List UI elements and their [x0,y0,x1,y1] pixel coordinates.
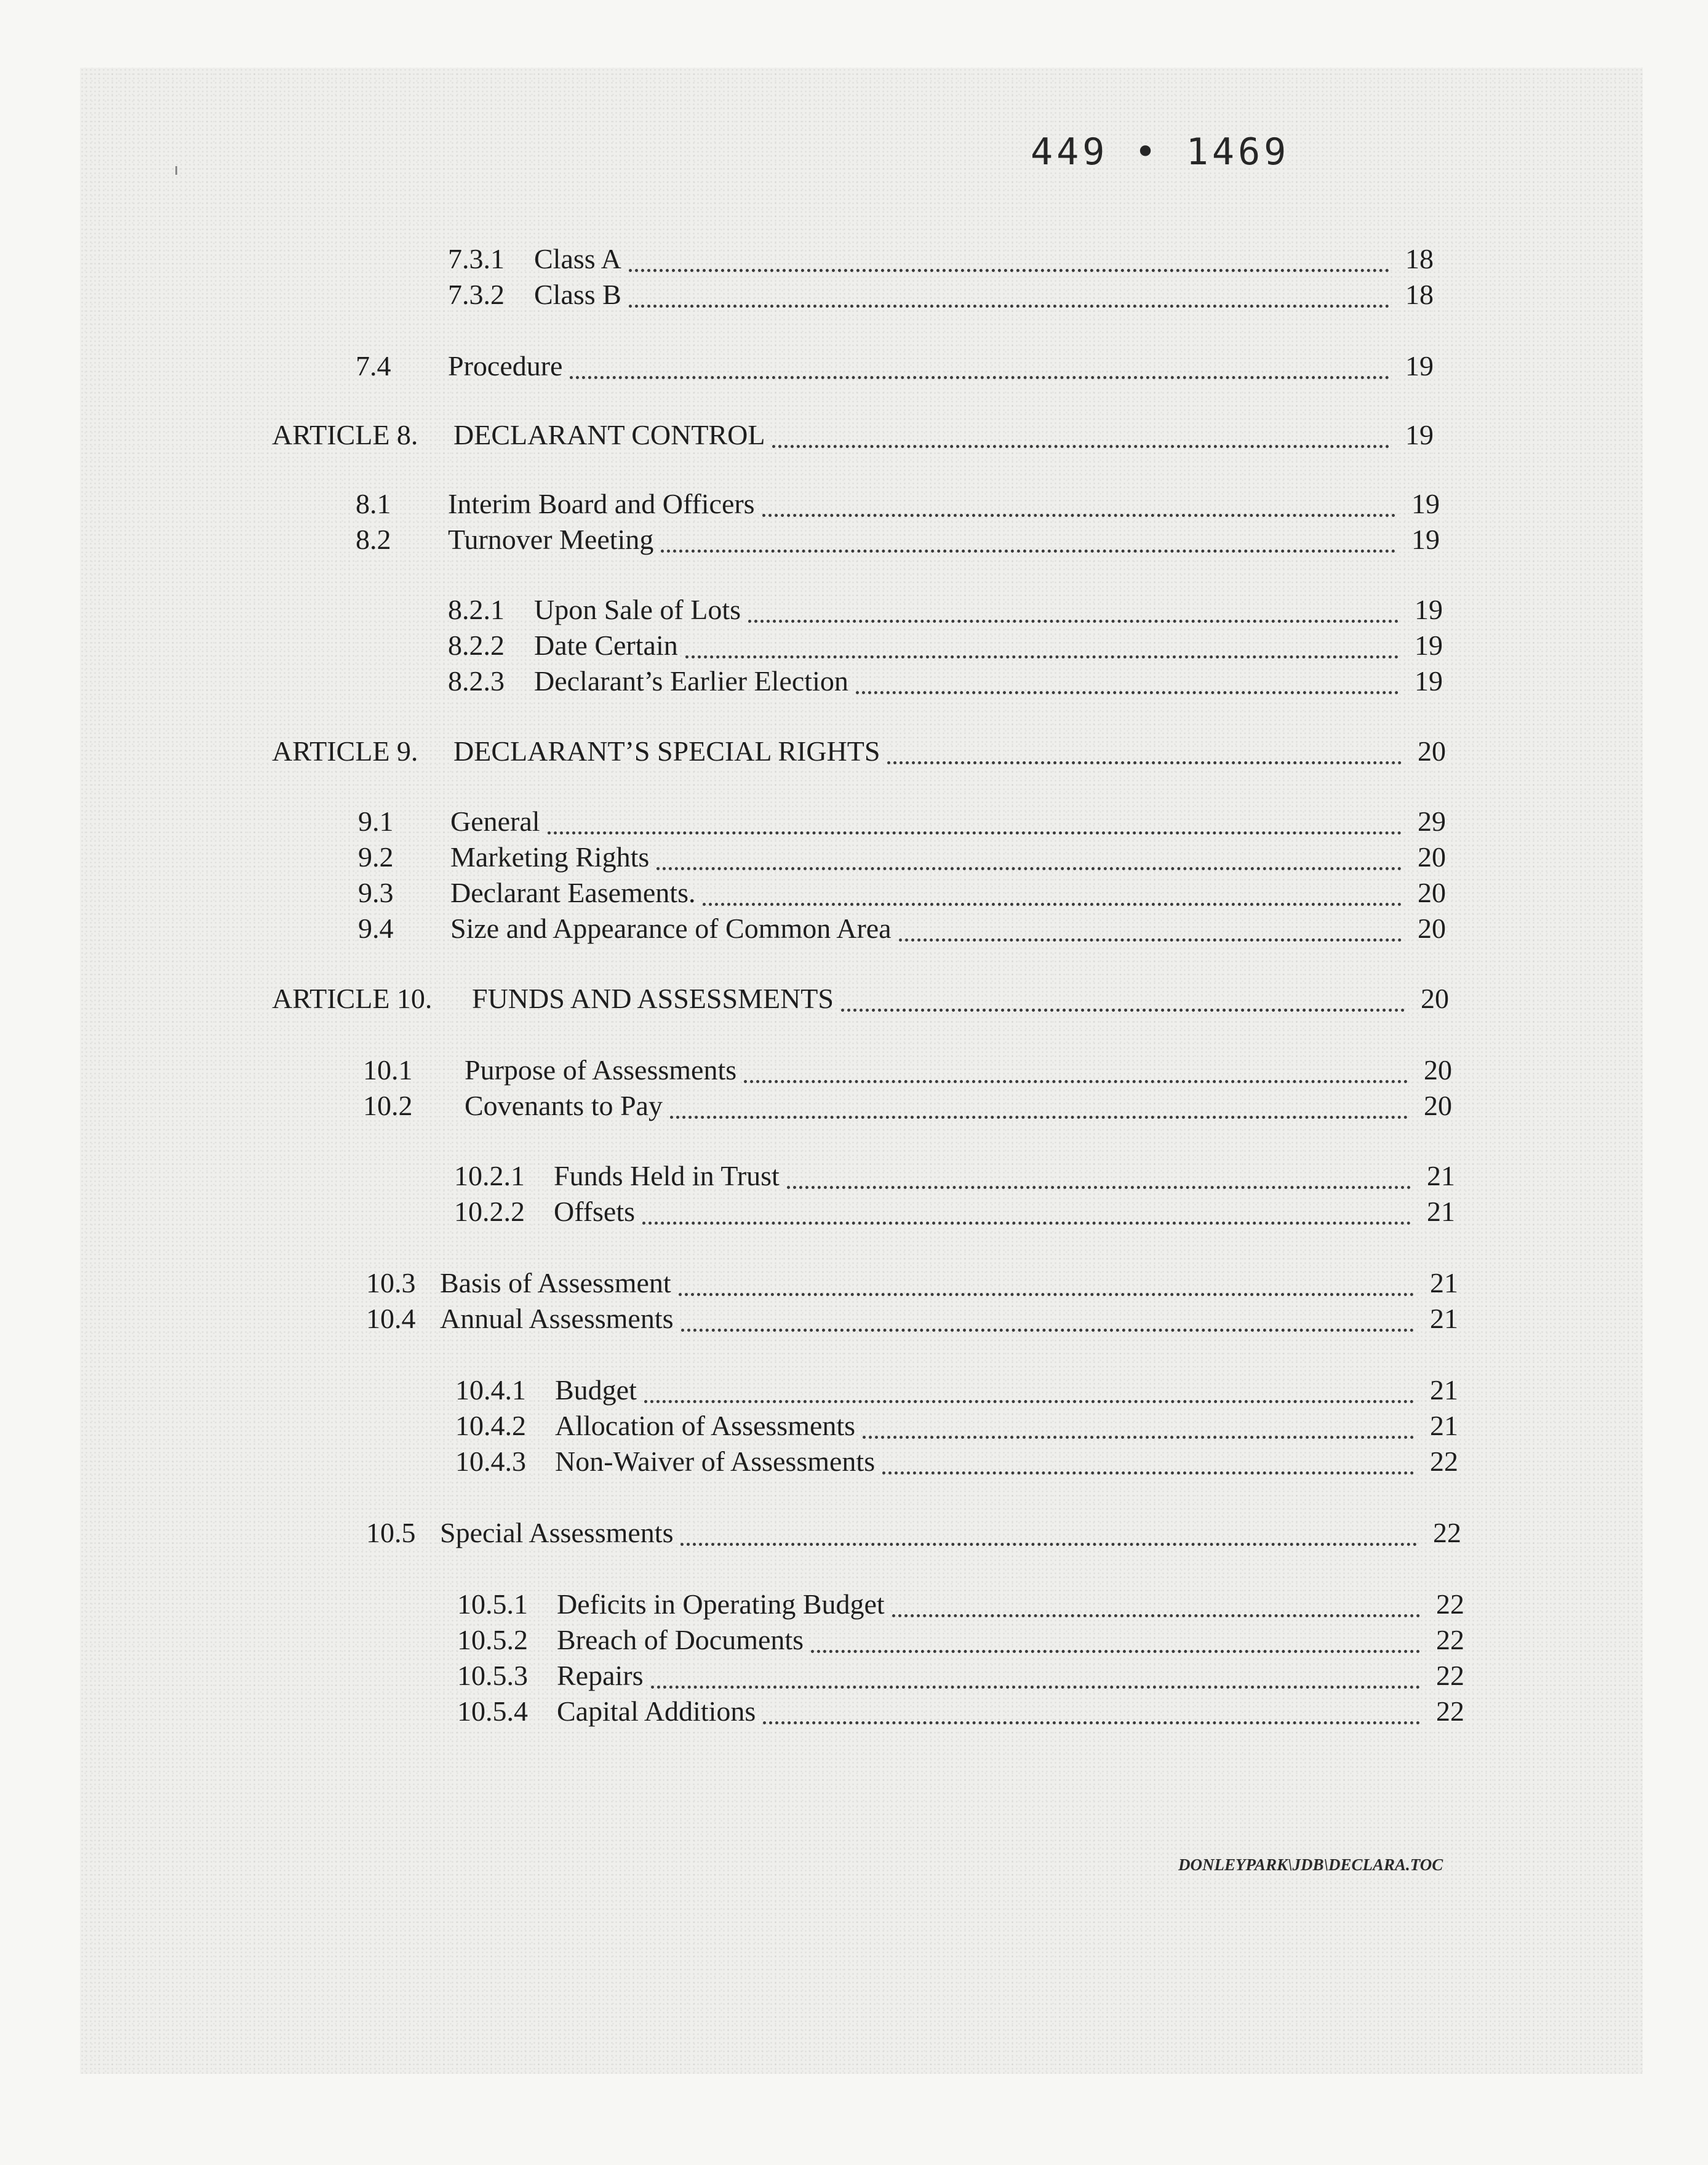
toc-entry-number: 8.2 [356,524,391,555]
toc-entry-title: Breach of Documents [557,1624,804,1655]
dot-leader [811,1638,1420,1653]
toc-entry-page: 20 [1418,913,1446,944]
toc-entry [272,980,1449,1018]
toc-entry-page: 20 [1421,983,1449,1014]
toc-entry-page: 29 [1418,806,1446,837]
dot-leader [772,433,1389,448]
dot-leader [892,1602,1420,1617]
toc-entry-title: Marketing Rights [450,841,650,873]
toc-entry-title: Procedure [448,350,563,382]
toc-entry-title: Class B [534,279,621,310]
toc-entry-title: Declarant’s Earlier Election [534,665,848,697]
toc-entry [366,1264,1458,1302]
toc-entry [358,838,1446,876]
toc-entry-number: 10.5.2 [457,1624,528,1655]
toc-entry [448,626,1443,665]
toc-entry-number: 7.3.1 [448,243,505,274]
toc-entry [457,1692,1464,1731]
toc-entry-title: Funds Held in Trust [554,1160,780,1191]
toc-entry [356,485,1440,523]
toc-entry-number: 9.4 [358,913,394,944]
toc-entry-title: Covenants to Pay [465,1090,663,1121]
dot-leader [629,292,1389,308]
toc-entry-number: 10.5.4 [457,1695,528,1727]
toc-entry-title: Upon Sale of Lots [534,594,741,625]
toc-entry-number: 9.3 [358,877,394,908]
toc-entry-page: 21 [1430,1267,1458,1299]
toc-entry-page: 20 [1424,1090,1452,1121]
dot-leader [762,502,1395,517]
toc-entry [448,662,1443,700]
toc-entry [358,874,1446,912]
toc-entry-page: 21 [1427,1196,1455,1227]
toc-entry-page: 20 [1418,735,1446,767]
toc-entry [363,1051,1452,1089]
toc-entry [457,1585,1464,1623]
toc-entry [366,1514,1461,1552]
toc-entry-page: 22 [1436,1695,1464,1727]
toc-entry [356,347,1434,385]
dot-leader [744,1068,1408,1083]
dot-leader [629,257,1389,272]
scan-speck [175,166,177,175]
toc-entry-page: 22 [1433,1517,1461,1548]
toc-entry [358,910,1446,948]
dot-leader [679,1281,1414,1296]
toc-entry-title: Deficits in Operating Budget [557,1588,885,1620]
toc-entry [448,591,1443,629]
toc-entry-number: 7.3.2 [448,279,505,310]
toc-entry-number: 10.2.2 [454,1196,525,1227]
toc-entry-page: 19 [1405,419,1434,450]
toc-entry-page: 20 [1418,841,1446,873]
toc-entry-page: 19 [1405,350,1434,382]
dot-leader [748,607,1399,623]
dot-leader [661,537,1395,553]
toc-entry [448,240,1434,278]
toc-entry-number: 9.2 [358,841,394,873]
dot-leader [899,926,1402,942]
toc-entry [272,732,1446,770]
dot-leader [841,996,1405,1012]
page-stamp: 449 • 1469 [1031,130,1290,174]
toc-entry-page: 22 [1436,1624,1464,1655]
toc-entry-number: ARTICLE 10. [272,983,433,1014]
toc-entry-page: 19 [1411,488,1440,519]
toc-entry [455,1407,1458,1445]
toc-entry-number: 8.2.1 [448,594,505,625]
dot-leader [656,855,1402,870]
toc-entry-title: Basis of Assessment [440,1267,671,1299]
toc-entry-title: DECLARANT’S SPECIAL RIGHTS [453,735,880,767]
dot-leader [548,819,1402,834]
dot-leader [763,1709,1420,1724]
toc-entry-page: 21 [1430,1374,1458,1406]
toc-entry-page: 22 [1430,1446,1458,1477]
toc-entry [457,1657,1464,1695]
toc-entry [457,1621,1464,1659]
toc-entry-title: FUNDS AND ASSESSMENTS [472,983,834,1014]
toc-entry-number: 10.4.3 [455,1446,526,1477]
toc-entry-number: 7.4 [356,350,391,382]
toc-entry-number: 8.1 [356,488,391,519]
toc-entry-number: 10.5.3 [457,1660,528,1691]
toc-entry-title: Special Assessments [440,1517,674,1548]
toc-entry-number: 8.2.3 [448,665,505,697]
toc-entry-title: Declarant Easements. [450,877,696,908]
toc-entry-page: 19 [1411,524,1440,555]
toc-entry-number: ARTICLE 8. [272,419,418,450]
toc-entry-title: Annual Assessments [440,1303,674,1334]
toc-entry-page: 21 [1427,1160,1455,1191]
toc-entry-title: Date Certain [534,630,678,661]
toc-entry [455,1371,1458,1409]
toc-entry [272,416,1434,454]
toc-entry-title: Purpose of Assessments [465,1054,737,1086]
toc-entry-number: 10.3 [366,1267,416,1299]
toc-entry-number: 8.2.2 [448,630,505,661]
toc-entry-title: Allocation of Assessments [555,1410,856,1441]
dot-leader [670,1103,1408,1119]
toc-entry-title: Class A [534,243,621,274]
toc-entry-title: Interim Board and Officers [448,488,755,519]
toc-entry [358,802,1446,841]
toc-entry [455,1443,1458,1481]
toc-entry-number: 10.2 [363,1090,413,1121]
dot-leader [681,1316,1415,1332]
dot-leader [570,364,1389,379]
toc-entry-page: 20 [1418,877,1446,908]
toc-entry-title: Offsets [554,1196,636,1227]
toc-entry [454,1157,1455,1195]
dot-leader [856,679,1399,694]
dot-leader [651,1673,1420,1689]
toc-entry-page: 22 [1436,1660,1464,1691]
toc-entry-page: 20 [1424,1054,1452,1086]
toc-entry [448,276,1434,314]
toc-entry-number: 10.4 [366,1303,416,1334]
toc-entry-page: 18 [1405,243,1434,274]
dot-leader [680,1531,1417,1546]
dot-leader [644,1388,1414,1403]
dot-leader [887,749,1402,764]
toc-entry-title: Capital Additions [557,1695,756,1727]
toc-entry [454,1193,1455,1231]
file-path-footer: DONLEYPARK\JDB\DECLARA.TOC [1178,1855,1443,1874]
toc-entry-page: 19 [1415,665,1443,697]
toc-entry-page: 22 [1436,1588,1464,1620]
toc-entry-title: Size and Appearance of Common Area [450,913,892,944]
toc-entry-number: 10.2.1 [454,1160,525,1191]
toc-entry-page: 19 [1415,594,1443,625]
toc-entry-number: 10.5 [366,1517,416,1548]
dot-leader [863,1423,1414,1439]
toc-entry-title: Budget [555,1374,637,1406]
toc-entry-title: Turnover Meeting [448,524,654,555]
toc-entry-page: 21 [1430,1410,1458,1441]
dot-leader [685,643,1399,658]
toc-entry-title: General [450,806,540,837]
toc-entry-page: 18 [1405,279,1434,310]
toc-entry-number: 10.4.2 [455,1410,526,1441]
toc-entry-number: ARTICLE 9. [272,735,418,767]
dot-leader [787,1174,1411,1189]
toc-entry-number: 10.4.1 [455,1374,526,1406]
dot-leader [703,890,1402,906]
toc-entry [366,1300,1458,1338]
toc-entry-number: 10.5.1 [457,1588,528,1620]
toc-entry-page: 21 [1430,1303,1458,1334]
dot-leader [642,1209,1411,1225]
toc-entry-number: 10.1 [363,1054,413,1086]
dot-leader [882,1459,1414,1475]
toc-entry [363,1087,1452,1125]
toc-entry-page: 19 [1415,630,1443,661]
toc-entry-title: Repairs [557,1660,644,1691]
toc-entry-title: DECLARANT CONTROL [453,419,765,450]
toc-entry [356,521,1440,559]
toc-entry-title: Non-Waiver of Assessments [555,1446,876,1477]
toc-entry-number: 9.1 [358,806,394,837]
